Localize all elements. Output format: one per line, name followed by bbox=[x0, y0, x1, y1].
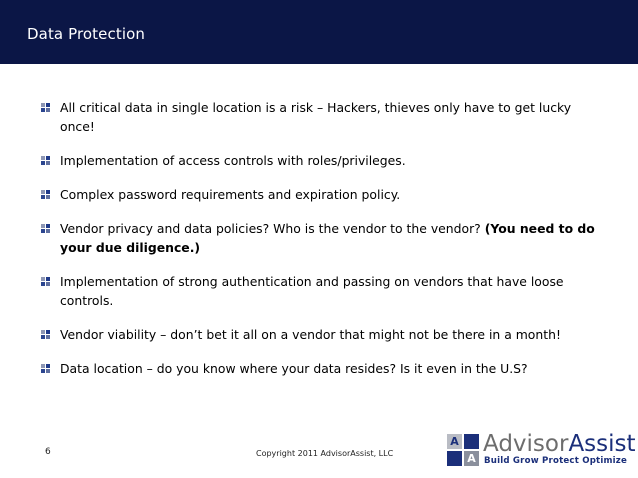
advisorassist-logo-mark-icon bbox=[447, 434, 480, 467]
copyright-text: Copyright 2011 AdvisorAssist, LLC bbox=[256, 449, 394, 458]
bullet-item bbox=[41, 185, 601, 204]
bullet-marker-square bbox=[41, 282, 45, 286]
bullet-item bbox=[41, 219, 601, 257]
bullet-marker-square bbox=[41, 277, 45, 281]
logo-word-advisor: Advisor bbox=[483, 431, 569, 457]
bullet-marker-square bbox=[46, 156, 50, 160]
square-cluster-bullet-icon bbox=[41, 190, 51, 199]
square-cluster-bullet-icon bbox=[41, 364, 51, 373]
bullet-item bbox=[41, 98, 601, 136]
bullet-text: Vendor viability – don’t bet it all on a vendor that might not be there in a month! bbox=[60, 327, 561, 342]
slide-title: Data Protection bbox=[27, 25, 145, 43]
bullet-marker-square bbox=[46, 161, 50, 165]
bullet-marker-square bbox=[46, 108, 50, 112]
bullet-marker-square bbox=[46, 369, 50, 373]
logo-wordmark bbox=[483, 431, 636, 457]
slide-number: 6 bbox=[45, 447, 51, 457]
bullet-text: Complex password requirements and expiration policy. bbox=[60, 187, 401, 202]
bullet-marker-square bbox=[41, 229, 45, 233]
logo-mark-letter: A bbox=[450, 435, 459, 448]
bullet-item bbox=[41, 359, 601, 378]
bullet-marker-square bbox=[46, 330, 50, 334]
bullet-text: All critical data in single location is a risk – Hackers, thieves only have to get lucky once! bbox=[60, 100, 572, 134]
bullet-marker-square bbox=[46, 190, 50, 194]
bullet-item bbox=[41, 272, 601, 310]
bullet-marker-square bbox=[46, 224, 50, 228]
bullet-marker-square bbox=[46, 229, 50, 233]
bullet-marker-square bbox=[46, 335, 50, 339]
bullet-bold-text: (You need to do your due diligence.) bbox=[60, 221, 595, 255]
advisorassist-logo bbox=[447, 431, 636, 468]
bullet-marker-square bbox=[41, 369, 45, 373]
bullet-marker-square bbox=[41, 103, 45, 107]
logo-mark-letter: A bbox=[464, 451, 479, 466]
square-cluster-bullet-icon bbox=[41, 224, 51, 233]
bullet-marker-square bbox=[46, 195, 50, 199]
logo-mark-square bbox=[464, 434, 479, 449]
bullet-marker-square bbox=[41, 190, 45, 194]
bullet-item bbox=[41, 325, 601, 344]
bullet-marker-square bbox=[41, 335, 45, 339]
bullet-marker-square bbox=[41, 330, 45, 334]
square-cluster-bullet-icon bbox=[41, 156, 51, 165]
bullet-marker-square bbox=[41, 195, 45, 199]
square-cluster-bullet-icon bbox=[41, 103, 51, 112]
bullet-marker-square bbox=[41, 108, 45, 112]
square-cluster-bullet-icon bbox=[41, 330, 51, 339]
square-cluster-bullet-icon bbox=[41, 277, 51, 286]
logo-mark-square bbox=[447, 451, 462, 466]
logo-word-assist: Assist bbox=[568, 431, 636, 457]
bullet-marker-square bbox=[46, 277, 50, 281]
bullet-marker-square bbox=[41, 161, 45, 165]
bullet-list bbox=[41, 98, 601, 393]
bullet-marker-square bbox=[46, 364, 50, 368]
bullet-item bbox=[41, 151, 601, 170]
bullet-text: Vendor privacy and data policies? Who is the vendor to the vendor? bbox=[60, 221, 485, 236]
bullet-marker-square bbox=[41, 224, 45, 228]
bullet-marker-square bbox=[41, 364, 45, 368]
bullet-text: Implementation of access controls with roles/privileges. bbox=[60, 153, 406, 168]
bullet-text: Data location – do you know where your data resides? Is it even in the U.S? bbox=[60, 361, 528, 376]
header-bar bbox=[0, 0, 638, 64]
bullet-marker-square bbox=[46, 282, 50, 286]
logo-tagline: Build Grow Protect Optimize bbox=[484, 456, 628, 466]
bullet-marker-square bbox=[41, 156, 45, 160]
bullet-marker-square bbox=[46, 103, 50, 107]
bullet-text: Implementation of strong authentication and passing on vendors that have loose controls. bbox=[60, 274, 564, 308]
